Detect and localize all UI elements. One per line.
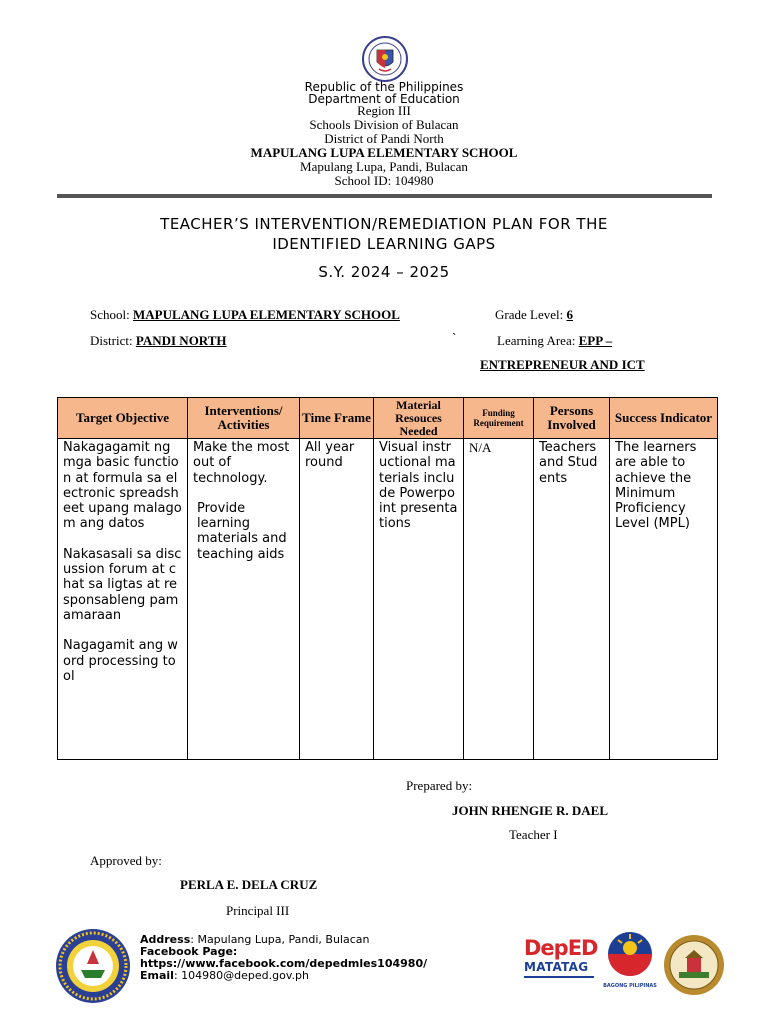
objective-1: Nakagagamit ng mga basic function at formula sa electronic spreadsheet upang malagom ang datos	[63, 440, 182, 532]
footer-facebook-link[interactable]: https://www.facebook.com/depedmles104980/	[140, 957, 428, 970]
prepared-by-name: JOHN RHENGIE R. DAEL	[452, 803, 609, 818]
approved-by-name: PERLA E. DELA CRUZ	[180, 877, 318, 892]
learning-area-field	[497, 333, 612, 349]
grade-field	[495, 307, 573, 323]
school-label: School:	[90, 307, 130, 322]
learning-area-value: EPP –	[578, 333, 613, 348]
header-school-id: School ID: 104980	[334, 173, 434, 188]
cell-funding: N/A	[464, 439, 534, 760]
header-region: Region III	[357, 103, 411, 118]
cell-time-frame: All year round	[300, 439, 374, 760]
school-year: S.Y. 2024 – 2025	[318, 263, 450, 281]
header-interventions: Interventions/ Activities	[188, 398, 300, 439]
header-department: Department of Education	[308, 92, 460, 106]
intervention-1: Make the most out of technology.	[193, 440, 290, 486]
district-label: District:	[90, 333, 133, 348]
footer-address: Address: Mapulang Lupa, Pandi, Bulacan	[140, 933, 370, 946]
header-republic: Republic of the Philippines	[304, 80, 464, 94]
school-value: MAPULANG LUPA ELEMENTARY SCHOOL	[132, 307, 400, 322]
grade-label: Grade Level:	[495, 307, 564, 322]
stray-mark: `	[452, 330, 457, 345]
district-field	[90, 333, 227, 349]
prepared-by-label: Prepared by:	[406, 778, 473, 793]
cell-success-indicator: The learners are able to achieve the Minimum Proficiency Level (MPL)	[610, 439, 718, 760]
footer-email: Email: 104980@deped.gov.ph	[140, 969, 309, 982]
header-school-name: MAPULANG LUPA ELEMENTARY SCHOOL	[250, 145, 518, 160]
header-persons-involved: Persons Involved	[534, 398, 610, 439]
district-value: PANDI NORTH	[135, 333, 227, 348]
header-divider	[57, 194, 712, 198]
title-line2: IDENTIFIED LEARNING GAPS	[272, 235, 496, 253]
approved-by-title: Principal III	[226, 903, 290, 918]
cell-interventions	[188, 439, 300, 760]
objective-3: Nagagamit ang word processing tool	[63, 638, 178, 684]
district-logo-icon	[663, 934, 725, 996]
cell-persons: Teachers and Students	[534, 439, 610, 760]
school-field	[90, 307, 400, 323]
footer-contact	[140, 933, 480, 982]
cell-materials: Visual instructional materials include Powerpoint presentations	[374, 439, 464, 760]
approved-by-label: Approved by:	[90, 853, 162, 868]
deped-seal-icon	[355, 36, 415, 82]
deped-matatag-logo-icon: DepED MATATAG	[524, 936, 600, 986]
table-header-row	[58, 398, 718, 439]
header-target-objective: Target Objective	[58, 398, 188, 439]
header-district: District of Pandi North	[324, 131, 444, 146]
cell-target-objective	[58, 439, 188, 760]
prepared-by-title: Teacher I	[509, 827, 558, 842]
bagong-pilipinas-logo-icon: BAGONG PILIPINAS	[600, 930, 660, 990]
objective-2: Nakasasali sa discussion forum at chat sa ligtas at responsableng pamamaraan	[63, 546, 182, 623]
header-funding-requirement: Funding Requirement	[464, 398, 534, 439]
intervention-2: Provide learning materials and teaching aids	[197, 500, 287, 562]
footer-facebook-label: Facebook Page:	[140, 945, 238, 958]
header-time-frame: Time Frame	[300, 398, 374, 439]
table-row	[58, 439, 718, 760]
header-success-indicator: Success Indicator	[610, 398, 718, 439]
header-material-resources: Material Resouces Needed	[374, 398, 464, 439]
grade-value: 6	[566, 307, 573, 322]
learning-area-label: Learning Area:	[497, 333, 576, 348]
learning-area-value-line2: ENTREPRENEUR AND ICT	[480, 357, 645, 372]
header-address: Mapulang Lupa, Pandi, Bulacan	[300, 159, 468, 174]
title-line1: TEACHER’S INTERVENTION/REMEDIATION PLAN FOR THE	[160, 215, 608, 233]
school-logo-icon	[55, 928, 131, 1004]
intervention-plan-table	[57, 397, 718, 760]
header-division: Schools Division of Bulacan	[309, 117, 459, 132]
